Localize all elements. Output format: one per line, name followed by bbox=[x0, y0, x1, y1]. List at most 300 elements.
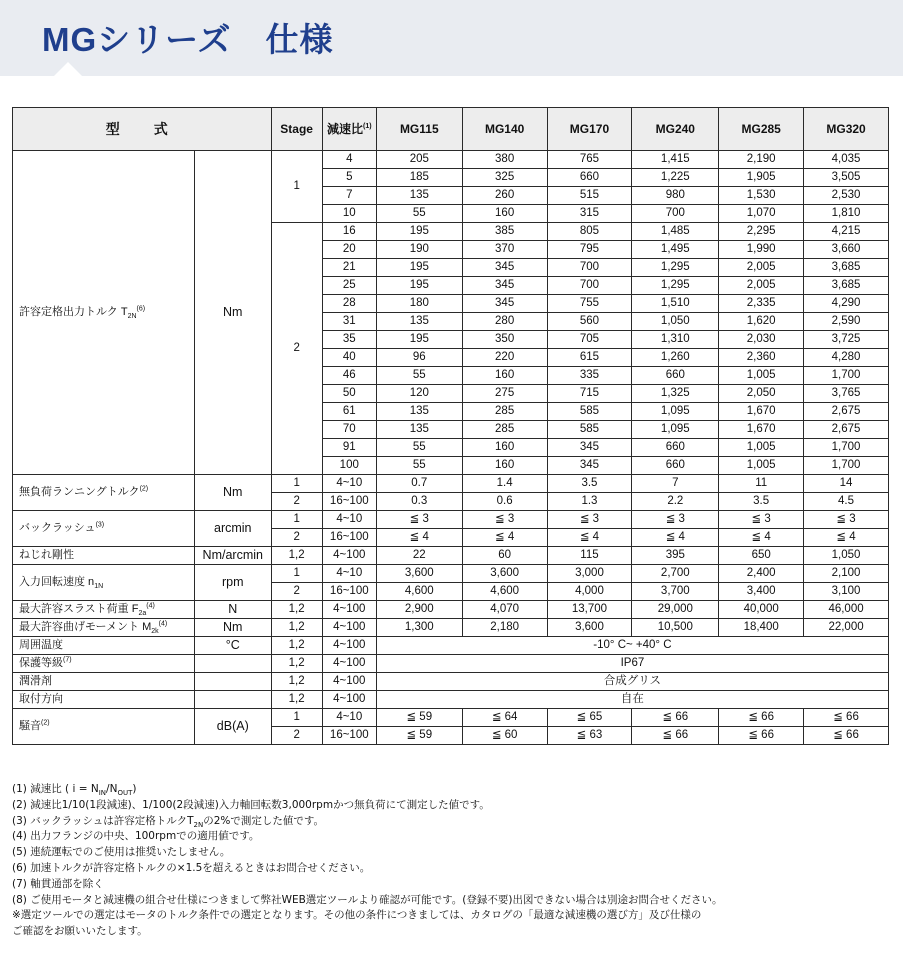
value-cell: ≦ 66 bbox=[632, 709, 719, 727]
value-cell: 22 bbox=[376, 547, 462, 565]
param-unit: Nm bbox=[194, 475, 271, 511]
value-cell: 795 bbox=[547, 241, 632, 259]
param-label-text: 潤滑剤 bbox=[19, 675, 52, 687]
value-cell: 1,295 bbox=[632, 259, 719, 277]
footnote-9: ※選定ツールでの選定はモータのトルク条件での選定となります。その他の条件につきましては、カタログの「最適な減速機の選び方」及び仕様の bbox=[12, 909, 702, 922]
value-cell: 1,415 bbox=[632, 151, 719, 169]
table-row bbox=[13, 673, 889, 691]
value-cell: 2,005 bbox=[719, 277, 804, 295]
ratio-cell: 10 bbox=[322, 205, 376, 223]
value-cell: 135 bbox=[376, 403, 462, 421]
value-cell: 0.6 bbox=[462, 493, 547, 511]
col-type-header: 型 式 bbox=[13, 108, 272, 151]
value-cell: 1,295 bbox=[632, 277, 719, 295]
value-cell: 40,000 bbox=[719, 601, 804, 619]
value-cell: 660 bbox=[632, 457, 719, 475]
value-cell: ≦ 4 bbox=[719, 529, 804, 547]
value-cell: 14 bbox=[804, 475, 889, 493]
value-cell: 1,700 bbox=[804, 457, 889, 475]
value-cell: ≦ 3 bbox=[719, 511, 804, 529]
value-cell: 195 bbox=[376, 331, 462, 349]
value-cell: 3,600 bbox=[462, 565, 547, 583]
value-cell: 280 bbox=[462, 313, 547, 331]
param-label bbox=[13, 601, 195, 619]
value-cell: 585 bbox=[547, 421, 632, 439]
footnote-1-sub-in: IN bbox=[98, 789, 107, 798]
value-cell: 755 bbox=[547, 295, 632, 313]
value-cell: 11 bbox=[719, 475, 804, 493]
param-unit bbox=[194, 691, 271, 709]
model-header: MG170 bbox=[547, 108, 632, 151]
param-label-text: 取付方向 bbox=[19, 693, 63, 705]
value-cell: 700 bbox=[547, 259, 632, 277]
value-cell: 22,000 bbox=[804, 619, 889, 637]
param-label-footnote: (4) bbox=[158, 620, 168, 628]
value-cell: 190 bbox=[376, 241, 462, 259]
stage-cell: 1,2 bbox=[271, 601, 322, 619]
ratio-cell: 16~100 bbox=[322, 493, 376, 511]
value-cell: 195 bbox=[376, 277, 462, 295]
value-cell: 1.3 bbox=[547, 493, 632, 511]
value-cell: 275 bbox=[462, 385, 547, 403]
ratio-cell: 4~10 bbox=[322, 709, 376, 727]
value-cell: 1,260 bbox=[632, 349, 719, 367]
param-unit: arcmin bbox=[194, 511, 271, 547]
value-cell: 345 bbox=[547, 439, 632, 457]
value-cell: 1,620 bbox=[719, 313, 804, 331]
ratio-cell: 35 bbox=[322, 331, 376, 349]
stage-cell: 1 bbox=[271, 151, 322, 223]
ratio-cell: 91 bbox=[322, 439, 376, 457]
value-cell: 2,190 bbox=[719, 151, 804, 169]
table-row bbox=[13, 565, 889, 583]
value-cell: 2,030 bbox=[719, 331, 804, 349]
value-cell: 285 bbox=[462, 421, 547, 439]
value-cell: ≦ 64 bbox=[462, 709, 547, 727]
ratio-cell: 21 bbox=[322, 259, 376, 277]
param-label-text: 最大許容スラスト荷重 F bbox=[19, 603, 139, 615]
value-cell: 4,070 bbox=[462, 601, 547, 619]
stage-cell: 1,2 bbox=[271, 619, 322, 637]
value-cell: 1,070 bbox=[719, 205, 804, 223]
value-cell: 160 bbox=[462, 205, 547, 223]
value-cell: 96 bbox=[376, 349, 462, 367]
param-label-text: 無負荷ランニングトルク bbox=[19, 486, 140, 498]
param-label-subscript: 2N bbox=[127, 313, 137, 321]
value-cell: 2,400 bbox=[719, 565, 804, 583]
ratio-cell: 4~100 bbox=[322, 601, 376, 619]
value-cell: 1,095 bbox=[632, 403, 719, 421]
value-cell: 705 bbox=[547, 331, 632, 349]
spec-table-body bbox=[13, 108, 889, 745]
col-ratio-header bbox=[322, 108, 376, 151]
ratio-cell: 61 bbox=[322, 403, 376, 421]
value-cell: 3,765 bbox=[804, 385, 889, 403]
param-label-footnote: (6) bbox=[136, 305, 146, 313]
ratio-cell: 4~100 bbox=[322, 619, 376, 637]
ratio-cell: 5 bbox=[322, 169, 376, 187]
model-header: MG115 bbox=[376, 108, 462, 151]
param-label-subscript: 2a bbox=[138, 610, 147, 618]
value-cell: ≦ 66 bbox=[719, 709, 804, 727]
value-cell-merged: IP67 bbox=[376, 655, 888, 673]
value-cell-merged: -10° C~ +40° C bbox=[376, 637, 888, 655]
value-cell: 29,000 bbox=[632, 601, 719, 619]
ratio-cell: 4~10 bbox=[322, 475, 376, 493]
value-cell: 2,100 bbox=[804, 565, 889, 583]
value-cell: 2,180 bbox=[462, 619, 547, 637]
ratio-cell: 4 bbox=[322, 151, 376, 169]
ratio-cell: 100 bbox=[322, 457, 376, 475]
value-cell: 10,500 bbox=[632, 619, 719, 637]
value-cell: 3,400 bbox=[719, 583, 804, 601]
value-cell: 1,810 bbox=[804, 205, 889, 223]
param-label-footnote: (2) bbox=[41, 719, 50, 727]
stage-cell: 2 bbox=[271, 529, 322, 547]
stage-cell: 1,2 bbox=[271, 655, 322, 673]
table-row bbox=[13, 475, 889, 493]
param-label bbox=[13, 619, 195, 637]
value-cell: ≦ 3 bbox=[462, 511, 547, 529]
param-unit bbox=[194, 673, 271, 691]
col-stage-header: Stage bbox=[271, 108, 322, 151]
footnote-1-suffix: ) bbox=[132, 783, 137, 795]
value-cell: 350 bbox=[462, 331, 547, 349]
stage-cell: 2 bbox=[271, 223, 322, 475]
footnotes bbox=[12, 782, 892, 940]
param-unit: dB(A) bbox=[194, 709, 271, 745]
footnote-3 bbox=[12, 814, 892, 830]
value-cell: ≦ 3 bbox=[547, 511, 632, 529]
ratio-cell: 4~10 bbox=[322, 565, 376, 583]
value-cell: 55 bbox=[376, 457, 462, 475]
param-label-text: 許容定格出力トルク T bbox=[19, 306, 128, 318]
ratio-cell: 4~100 bbox=[322, 673, 376, 691]
value-cell: 135 bbox=[376, 313, 462, 331]
value-cell: 4,035 bbox=[804, 151, 889, 169]
footnote-3-text: (3) バックラッシュは許容定格トルクT bbox=[12, 814, 194, 827]
value-cell: 2,335 bbox=[719, 295, 804, 313]
param-label bbox=[13, 511, 195, 547]
footnote-8: (8) ご使用モータと減速機の組合せ仕様につきまして弊社WEB選定ツールより確認が可能です。(登録不要)出図できない場合は別途お問合せください。 bbox=[12, 893, 723, 906]
ratio-cell: 28 bbox=[322, 295, 376, 313]
value-cell: 120 bbox=[376, 385, 462, 403]
param-label-text: 周囲温度 bbox=[19, 639, 63, 651]
value-cell: 345 bbox=[462, 295, 547, 313]
value-cell: 4,600 bbox=[462, 583, 547, 601]
param-label bbox=[13, 673, 195, 691]
param-label bbox=[13, 637, 195, 655]
value-cell: ≦ 66 bbox=[804, 727, 889, 745]
value-cell: 7 bbox=[632, 475, 719, 493]
param-unit: Nm/arcmin bbox=[194, 547, 271, 565]
value-cell: 4,215 bbox=[804, 223, 889, 241]
col-ratio-label: 減速比 bbox=[326, 121, 363, 136]
value-cell: 220 bbox=[462, 349, 547, 367]
value-cell: 2,675 bbox=[804, 403, 889, 421]
stage-cell: 2 bbox=[271, 727, 322, 745]
value-cell: 650 bbox=[719, 547, 804, 565]
value-cell: 4,290 bbox=[804, 295, 889, 313]
footnote-6: (6) 加速トルクが許容定格トルクの×1.5を超えるときはお問合せください。 bbox=[12, 861, 371, 874]
value-cell: 18,400 bbox=[719, 619, 804, 637]
value-cell: 1,700 bbox=[804, 439, 889, 457]
value-cell: 660 bbox=[632, 439, 719, 457]
value-cell: 395 bbox=[632, 547, 719, 565]
value-cell: 380 bbox=[462, 151, 547, 169]
value-cell: 1,095 bbox=[632, 421, 719, 439]
param-label-footnote: (7) bbox=[63, 656, 72, 664]
footnote-1-mid: /N bbox=[106, 783, 118, 795]
value-cell: 3,100 bbox=[804, 583, 889, 601]
stage-cell: 1 bbox=[271, 475, 322, 493]
value-cell: ≦ 4 bbox=[376, 529, 462, 547]
value-cell: 805 bbox=[547, 223, 632, 241]
footnote-7: (7) 軸貫通部を除く bbox=[12, 877, 104, 890]
col-ratio-footnote: (1) bbox=[363, 122, 372, 130]
value-cell: 135 bbox=[376, 187, 462, 205]
value-cell: 335 bbox=[547, 367, 632, 385]
value-cell: 1,225 bbox=[632, 169, 719, 187]
value-cell: 345 bbox=[462, 277, 547, 295]
param-label bbox=[13, 547, 195, 565]
value-cell: 325 bbox=[462, 169, 547, 187]
param-label-text: 最大許容曲げモーメント M bbox=[19, 621, 152, 633]
model-header: MG240 bbox=[632, 108, 719, 151]
value-cell: 135 bbox=[376, 421, 462, 439]
value-cell-merged: 自在 bbox=[376, 691, 888, 709]
value-cell: 2.2 bbox=[632, 493, 719, 511]
value-cell: 980 bbox=[632, 187, 719, 205]
value-cell: 160 bbox=[462, 439, 547, 457]
footnote-3-suffix: の2%で測定した値です。 bbox=[203, 814, 325, 827]
value-cell: 345 bbox=[547, 457, 632, 475]
value-cell: 260 bbox=[462, 187, 547, 205]
param-label bbox=[13, 151, 195, 475]
value-cell: 115 bbox=[547, 547, 632, 565]
value-cell: 4,600 bbox=[376, 583, 462, 601]
value-cell: 195 bbox=[376, 223, 462, 241]
header-banner bbox=[0, 0, 903, 76]
value-cell: 585 bbox=[547, 403, 632, 421]
value-cell: ≦ 4 bbox=[632, 529, 719, 547]
ratio-cell: 46 bbox=[322, 367, 376, 385]
value-cell: 3,600 bbox=[376, 565, 462, 583]
table-row bbox=[13, 547, 889, 565]
stage-cell: 1,2 bbox=[271, 637, 322, 655]
param-label-footnote: (4) bbox=[146, 602, 155, 610]
footnote-1-text: (1) 減速比 ( i = N bbox=[12, 783, 99, 795]
value-cell: 2,900 bbox=[376, 601, 462, 619]
value-cell: 1,530 bbox=[719, 187, 804, 205]
model-header: MG320 bbox=[804, 108, 889, 151]
value-cell: 1,005 bbox=[719, 457, 804, 475]
stage-cell: 1 bbox=[271, 511, 322, 529]
value-cell: 765 bbox=[547, 151, 632, 169]
value-cell: 2,530 bbox=[804, 187, 889, 205]
model-header: MG140 bbox=[462, 108, 547, 151]
param-label-footnote: (3) bbox=[95, 521, 105, 529]
value-cell: 1,510 bbox=[632, 295, 719, 313]
ratio-cell: 16~100 bbox=[322, 583, 376, 601]
value-cell: 3,660 bbox=[804, 241, 889, 259]
value-cell: 55 bbox=[376, 367, 462, 385]
param-label-text: 入力回転速度 n bbox=[19, 576, 95, 588]
footnote-1 bbox=[12, 782, 892, 798]
ratio-cell: 50 bbox=[322, 385, 376, 403]
value-cell: 2,005 bbox=[719, 259, 804, 277]
value-cell: ≦ 66 bbox=[632, 727, 719, 745]
table-row bbox=[13, 511, 889, 529]
value-cell: 1,310 bbox=[632, 331, 719, 349]
ratio-cell: 4~100 bbox=[322, 655, 376, 673]
ratio-cell: 16~100 bbox=[322, 529, 376, 547]
ratio-cell: 4~100 bbox=[322, 691, 376, 709]
value-cell: ≦ 60 bbox=[462, 727, 547, 745]
stage-cell: 1,2 bbox=[271, 547, 322, 565]
footnote-4: (4) 出力フランジの中央、100rpmでの適用値です。 bbox=[12, 830, 260, 843]
value-cell: 345 bbox=[462, 259, 547, 277]
value-cell: 4,280 bbox=[804, 349, 889, 367]
param-unit: °C bbox=[194, 637, 271, 655]
param-label-text: 保護等級 bbox=[19, 657, 63, 669]
value-cell: 13,700 bbox=[547, 601, 632, 619]
value-cell: 700 bbox=[632, 205, 719, 223]
value-cell: 160 bbox=[462, 367, 547, 385]
value-cell: 1,670 bbox=[719, 403, 804, 421]
value-cell: 2,700 bbox=[632, 565, 719, 583]
value-cell: 2,295 bbox=[719, 223, 804, 241]
stage-cell: 1 bbox=[271, 565, 322, 583]
value-cell: 3,505 bbox=[804, 169, 889, 187]
value-cell: 55 bbox=[376, 439, 462, 457]
value-cell: 0.3 bbox=[376, 493, 462, 511]
value-cell: 1,485 bbox=[632, 223, 719, 241]
value-cell: 660 bbox=[632, 367, 719, 385]
spec-table bbox=[12, 107, 889, 745]
value-cell: 315 bbox=[547, 205, 632, 223]
table-header-row bbox=[13, 108, 889, 151]
value-cell-merged: 合成グリス bbox=[376, 673, 888, 691]
table-row bbox=[13, 151, 889, 169]
stage-cell: 2 bbox=[271, 583, 322, 601]
ratio-cell: 4~10 bbox=[322, 511, 376, 529]
value-cell: 2,590 bbox=[804, 313, 889, 331]
value-cell: 660 bbox=[547, 169, 632, 187]
ratio-cell: 16 bbox=[322, 223, 376, 241]
value-cell: 205 bbox=[376, 151, 462, 169]
value-cell: 3.5 bbox=[547, 475, 632, 493]
value-cell: ≦ 59 bbox=[376, 709, 462, 727]
footnote-2: (2) 減速比1/10(1段減速)、1/100(2段減速)入力軸回転数3,000rpmかつ無負荷にて測定した値です。 bbox=[12, 798, 490, 811]
value-cell: 195 bbox=[376, 259, 462, 277]
value-cell: 370 bbox=[462, 241, 547, 259]
value-cell: 1,700 bbox=[804, 367, 889, 385]
value-cell: 2,675 bbox=[804, 421, 889, 439]
value-cell: 515 bbox=[547, 187, 632, 205]
value-cell: 1,050 bbox=[804, 547, 889, 565]
page-title: MGシリーズ 仕様 bbox=[42, 21, 334, 58]
ratio-cell: 25 bbox=[322, 277, 376, 295]
value-cell: 1,495 bbox=[632, 241, 719, 259]
table-row bbox=[13, 691, 889, 709]
param-label bbox=[13, 655, 195, 673]
stage-cell: 2 bbox=[271, 493, 322, 511]
param-label-subscript: 1N bbox=[94, 583, 104, 591]
value-cell: ≦ 4 bbox=[547, 529, 632, 547]
table-row bbox=[13, 637, 889, 655]
value-cell: ≦ 3 bbox=[376, 511, 462, 529]
value-cell: ≦ 59 bbox=[376, 727, 462, 745]
value-cell: 1,670 bbox=[719, 421, 804, 439]
value-cell: 2,360 bbox=[719, 349, 804, 367]
value-cell: 3,000 bbox=[547, 565, 632, 583]
value-cell: 3,685 bbox=[804, 277, 889, 295]
value-cell: 3,700 bbox=[632, 583, 719, 601]
param-unit: N bbox=[194, 601, 271, 619]
value-cell: 160 bbox=[462, 457, 547, 475]
value-cell: 3,685 bbox=[804, 259, 889, 277]
table-row bbox=[13, 709, 889, 727]
value-cell: ≦ 4 bbox=[804, 529, 889, 547]
value-cell: 4.5 bbox=[804, 493, 889, 511]
value-cell: 700 bbox=[547, 277, 632, 295]
ratio-cell: 16~100 bbox=[322, 727, 376, 745]
value-cell: 185 bbox=[376, 169, 462, 187]
header-notch bbox=[54, 62, 82, 76]
param-label-text: バックラッシュ bbox=[19, 522, 96, 534]
value-cell: 3,725 bbox=[804, 331, 889, 349]
ratio-cell: 7 bbox=[322, 187, 376, 205]
param-label bbox=[13, 691, 195, 709]
value-cell: 1,005 bbox=[719, 439, 804, 457]
ratio-cell: 4~100 bbox=[322, 637, 376, 655]
value-cell: ≦ 4 bbox=[462, 529, 547, 547]
value-cell: ≦ 66 bbox=[804, 709, 889, 727]
footnote-5: (5) 連続運転でのご使用は推奨いたしません。 bbox=[12, 846, 231, 859]
param-label-text: ねじれ剛性 bbox=[19, 549, 74, 561]
value-cell: 1,300 bbox=[376, 619, 462, 637]
value-cell: 385 bbox=[462, 223, 547, 241]
value-cell: 560 bbox=[547, 313, 632, 331]
value-cell: ≦ 65 bbox=[547, 709, 632, 727]
value-cell: 715 bbox=[547, 385, 632, 403]
stage-cell: 1,2 bbox=[271, 673, 322, 691]
stage-cell: 1 bbox=[271, 709, 322, 727]
value-cell: 2,050 bbox=[719, 385, 804, 403]
value-cell: 55 bbox=[376, 205, 462, 223]
table-row bbox=[13, 601, 889, 619]
param-label bbox=[13, 475, 195, 511]
value-cell: 1,005 bbox=[719, 367, 804, 385]
model-header: MG285 bbox=[719, 108, 804, 151]
value-cell: ≦ 3 bbox=[632, 511, 719, 529]
value-cell: ≦ 66 bbox=[719, 727, 804, 745]
value-cell: 1,905 bbox=[719, 169, 804, 187]
ratio-cell: 70 bbox=[322, 421, 376, 439]
value-cell: 46,000 bbox=[804, 601, 889, 619]
param-label-footnote: (2) bbox=[139, 485, 149, 493]
footnote-10: ご確認をお願いいたします。 bbox=[12, 925, 148, 938]
param-unit: rpm bbox=[194, 565, 271, 601]
value-cell: ≦ 3 bbox=[804, 511, 889, 529]
param-unit bbox=[194, 655, 271, 673]
footnote-1-sub-out: OUT bbox=[117, 789, 133, 798]
ratio-cell: 31 bbox=[322, 313, 376, 331]
value-cell: ≦ 63 bbox=[547, 727, 632, 745]
value-cell: 285 bbox=[462, 403, 547, 421]
value-cell: 1.4 bbox=[462, 475, 547, 493]
